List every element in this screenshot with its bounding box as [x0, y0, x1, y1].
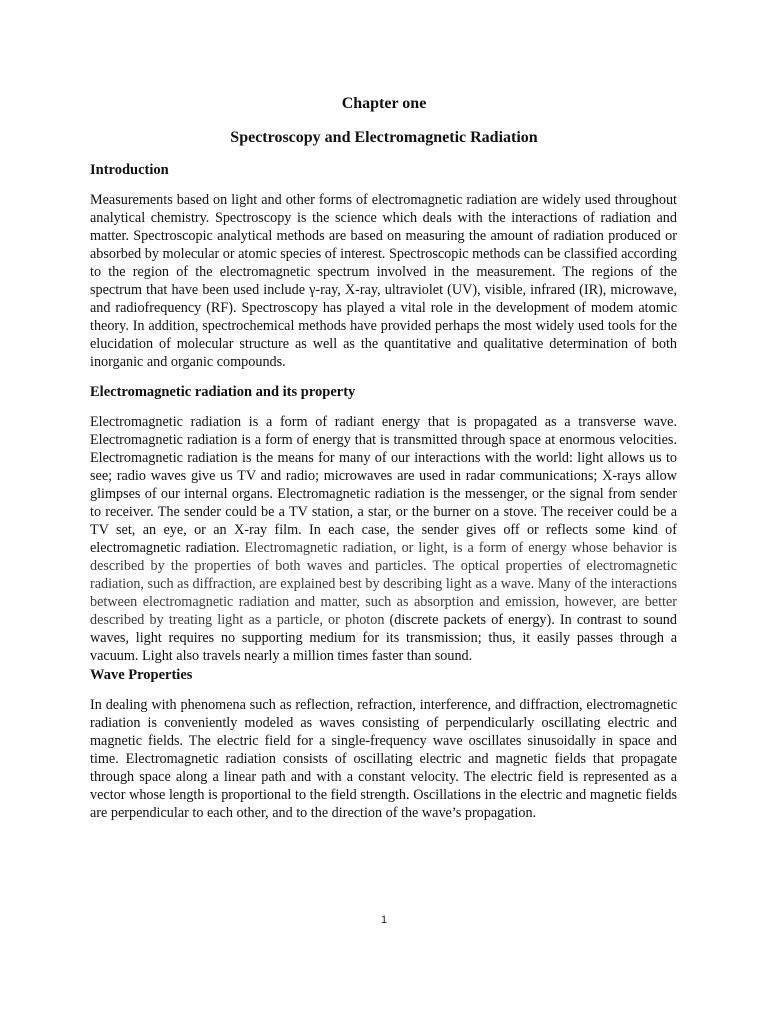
wave-properties-heading: Wave Properties	[90, 667, 193, 683]
em-radiation-text-part3: (discrete packets of energy). In contrast to sound waves, light requires no supporting medium for its transmission; thus, it easily passes through a vacuum. Light also travels nearly a million times faster than sound.	[90, 612, 677, 664]
page-number: 1	[380, 914, 388, 926]
chapter-title: Spectroscopy and Electromagnetic Radiation	[230, 129, 538, 146]
em-radiation-paragraph	[90, 413, 677, 665]
chapter-label: Chapter one	[341, 95, 427, 112]
document-body	[90, 160, 677, 822]
em-radiation-text-part2: Electromagnetic radiation, or light, is a form of energy whose behavior is described by the properties of both waves and particles. The optical properties of electromagnetic radiation, such as diffraction, are explained best by describing light as a wave. Many of the interactions between electromagnetic radiation and matter, such as absorption and emission, however, are better described by treating light as a particle, or photon	[90, 540, 677, 628]
em-radiation-heading: Electromagnetic radiation and its property	[90, 384, 356, 400]
introduction-paragraph: Measurements based on light and other forms of electromagnetic radiation are widely used throughout analytical chemistry. Spectroscopy is the science which deals with the interactions of radiation and matter. Spectroscopic analytical methods are based on measuring the amount of radiation produced or absorbed by molecular or atomic species of interest. Spectroscopic methods can be classified according to the region of the electromagnetic spectrum involved in the measurement. The regions of the spectrum that have been used include γ-ray, X-ray, ultraviolet (UV), visible, infrared (IR), microwave, and radiofrequency (RF). Spectroscopy has played a vital role in the development of modem atomic theory. In addition, spectrochemical methods have provided perhaps the most widely used tools for the elucidation of molecular structure as well as the quantitative and qualitative determination of both inorganic and organic compounds.	[90, 192, 678, 370]
em-radiation-text-part1: Electromagnetic radiation is a form of radiant energy that is propagated as a transverse wave. Electromagnetic radiation is a form of energy that is transmitted through space at enormous velocities. Electromagnetic radiation is the means for many of our interactions with the world: light allows us to see; radio waves give us TV and radio; microwaves are used in radar communications; X-rays allow glimpses of our internal organs. Electromagnetic radiation is the messenger, or the signal from sender to receiver. The sender could be a TV station, a star, or the burner on a stove. The receiver could be a TV set, an eye, or an X-ray film. In each case, the sender gives off or reflects some kind of electromagnetic radiation.	[90, 414, 677, 556]
wave-properties-paragraph: In dealing with phenomena such as reflection, refraction, interference, and diffraction, electromagnetic radiation is conveniently modeled as waves consisting of perpendicularly oscillating electric and magnetic fields. The electric field for a single-frequency wave oscillates sinusoidally in space and time. Electromagnetic radiation consists of oscillating electric and magnetic fields that propagate through space along a linear path and with a constant velocity. The electric field is represented as a vector whose length is proportional to the field strength. Oscillations in the electric and magnetic fields are perpendicular to each other, and to the direction of the wave’s propagation.	[90, 697, 677, 821]
introduction-heading: Introduction	[90, 162, 169, 178]
